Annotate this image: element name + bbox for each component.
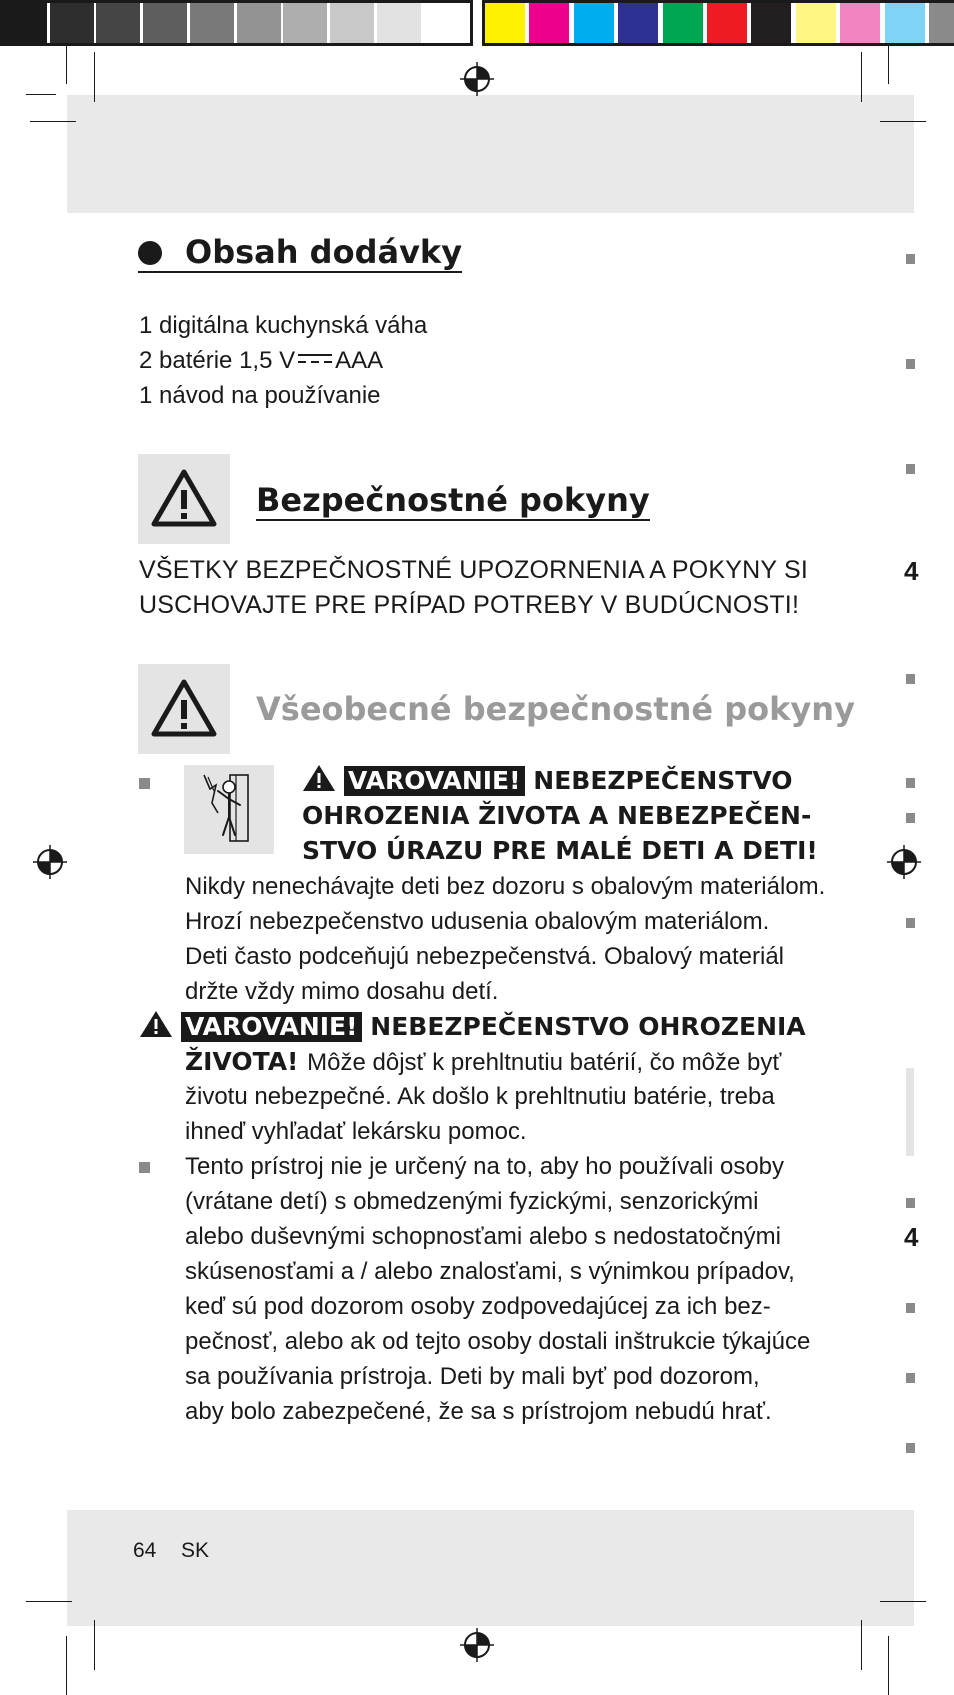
warning2-text-line: ihneď vyhľadať lekársku pomoc. — [185, 1118, 527, 1145]
grey-swatch — [377, 3, 421, 43]
edge-bullet — [906, 464, 915, 474]
safety-instructions-heading: Bezpečnostné pokyny — [256, 481, 650, 519]
scope-of-delivery-heading: Obsah dodávky — [138, 236, 462, 273]
warning-triangle-icon — [302, 764, 336, 792]
list-bullet — [139, 778, 150, 789]
child-hazard-box — [184, 765, 274, 854]
edge-bullet — [906, 918, 915, 928]
crop-mark — [888, 1636, 889, 1695]
warning1-text-line: Hrozí nebezpečenstvo udusenia obalovým materiálom. — [185, 908, 770, 935]
battery-type: AAA — [335, 347, 384, 374]
warning1-heading-line: STVO ÚRAZU PRE MALÉ DETI A DETI! — [302, 836, 818, 865]
warning-box — [138, 664, 230, 754]
grey-swatch — [190, 3, 234, 43]
warning1-heading-line: OHROZENIA ŽIVOTA A NEBEZPEČEN- — [302, 801, 812, 830]
grey-swatch — [50, 3, 94, 43]
edge-bullet — [906, 674, 915, 684]
warning1-text-line: držte vždy mimo dosahu detí. — [185, 978, 499, 1005]
edge-bullet — [906, 1303, 915, 1313]
warning2-text-line: Môže dôjsť k prehltnutiu batérií, čo môže byť — [307, 1049, 782, 1076]
grey-swatch — [3, 3, 47, 43]
warning-triangle-icon — [150, 468, 218, 528]
edge-bullet — [906, 778, 915, 788]
crop-mark — [861, 52, 862, 102]
paragraph-line: pečnosť, alebo ak od tejto osoby dostali inštrukcie týkajúce — [185, 1328, 811, 1355]
paragraph-line: (vrátane detí) s obmedzenými fyzickými, senzorickými — [185, 1188, 759, 1215]
crop-mark — [66, 46, 67, 84]
grey-swatch — [330, 3, 374, 43]
paragraph-line: skúsenosťami a / alebo znalosťami, s výnimkou prípadov, — [185, 1258, 795, 1285]
warning1-heading-text: NEBEZPEČENSTVO — [533, 766, 793, 795]
warning1-text-line: Nikdy nenechávajte deti bez dozoru s obalovým materiálom. — [185, 873, 826, 900]
color-swatch — [618, 3, 658, 43]
warning2-heading-text: NEBEZPEČENSTVO OHROZENIA — [370, 1012, 806, 1041]
registration-mark-icon — [33, 845, 67, 879]
crop-mark — [888, 46, 889, 84]
paragraph-line: Tento prístroj nie je určený na to, aby ho používali osoby — [185, 1153, 785, 1180]
grey-swatch — [237, 3, 281, 43]
edge-bullet — [906, 1198, 915, 1208]
color-swatch — [796, 3, 836, 43]
safety-notice-line: USCHOVAJTE PRE PRÍPAD POTREBY V BUDÚCNOSTI! — [139, 591, 800, 619]
edge-bullet — [906, 359, 915, 369]
list-bullet — [139, 1162, 150, 1173]
header-band — [67, 95, 914, 213]
direct-current-symbol-icon — [297, 352, 333, 366]
edge-fragment: 4 — [904, 556, 919, 586]
edge-fragment: 4 — [904, 1222, 919, 1252]
warning2-heading-line — [185, 1044, 781, 1080]
grey-swatch — [283, 3, 327, 43]
scope-item — [139, 343, 383, 378]
crop-mark — [30, 121, 76, 122]
paragraph-line: alebo duševnými schopnosťami alebo s nedostatočnými — [185, 1223, 782, 1250]
color-swatch — [751, 3, 791, 43]
color-swatch — [840, 3, 880, 43]
paragraph-line: aby bolo zabezpečené, že sa s prístrojom nebudú hrať. — [185, 1398, 772, 1425]
warning-triangle-icon — [139, 1010, 173, 1038]
scope-item: 1 digitálna kuchynská váha — [139, 312, 428, 339]
crop-mark — [861, 1620, 862, 1670]
crop-mark — [94, 52, 95, 102]
warning2-heading-text: ŽIVOTA! — [185, 1047, 299, 1076]
warning-tag: VAROVANIE! — [344, 766, 525, 796]
registration-mark-icon — [460, 62, 494, 96]
edge-grey-block — [906, 1068, 914, 1156]
crop-mark — [880, 121, 926, 122]
warning-triangle-icon — [150, 678, 218, 738]
warning1-heading-line — [302, 763, 793, 798]
crop-mark — [94, 1620, 95, 1670]
registration-mark-icon — [460, 1628, 494, 1662]
warning2-heading-line — [139, 1009, 806, 1044]
footer-band — [67, 1510, 914, 1626]
scope-item: 1 návod na používanie — [139, 382, 381, 409]
edge-bullet — [906, 813, 915, 823]
language-code: SK — [181, 1539, 210, 1562]
battery-spec: 2 batérie 1,5 V — [139, 347, 296, 374]
page-number: 64 — [133, 1539, 157, 1562]
child-hazard-icon — [198, 773, 260, 845]
edge-bullet — [906, 254, 915, 264]
crop-mark — [880, 1601, 926, 1602]
color-swatch — [929, 3, 954, 43]
registration-mark-icon — [887, 845, 921, 879]
crop-mark — [26, 94, 56, 95]
grey-swatch — [423, 3, 467, 43]
color-swatch — [707, 3, 747, 43]
grey-swatch — [96, 3, 140, 43]
crop-mark — [66, 1636, 67, 1695]
warning-box — [138, 454, 230, 544]
color-swatch — [529, 3, 569, 43]
warning1-text-line: Deti často podceňujú nebezpečenstvá. Obalový materiál — [185, 943, 785, 970]
safety-notice-line: VŠETKY BEZPEČNOSTNÉ UPOZORNENIA A POKYNY SI — [139, 556, 808, 584]
general-safety-heading: Všeobecné bezpečnostné pokyny — [256, 690, 855, 728]
warning-tag: VAROVANIE! — [181, 1012, 362, 1042]
color-calibration-bar — [0, 0, 954, 46]
grey-swatch — [143, 3, 187, 43]
edge-bullet — [906, 1373, 915, 1383]
paragraph-line: keď sú pod dozorom osoby zodpovedajúcej za ich bez- — [185, 1293, 771, 1320]
color-swatch — [574, 3, 614, 43]
warning2-text-line: životu nebezpečné. Ak došlo k prehltnutiu batérie, treba — [185, 1083, 775, 1110]
crop-mark — [26, 1601, 72, 1602]
color-swatch — [485, 3, 525, 43]
color-swatch — [663, 3, 703, 43]
color-swatch — [885, 3, 925, 43]
paragraph-line: sa používania prístroja. Deti by mali byť pod dozorom, — [185, 1363, 760, 1390]
edge-bullet — [906, 1443, 915, 1453]
